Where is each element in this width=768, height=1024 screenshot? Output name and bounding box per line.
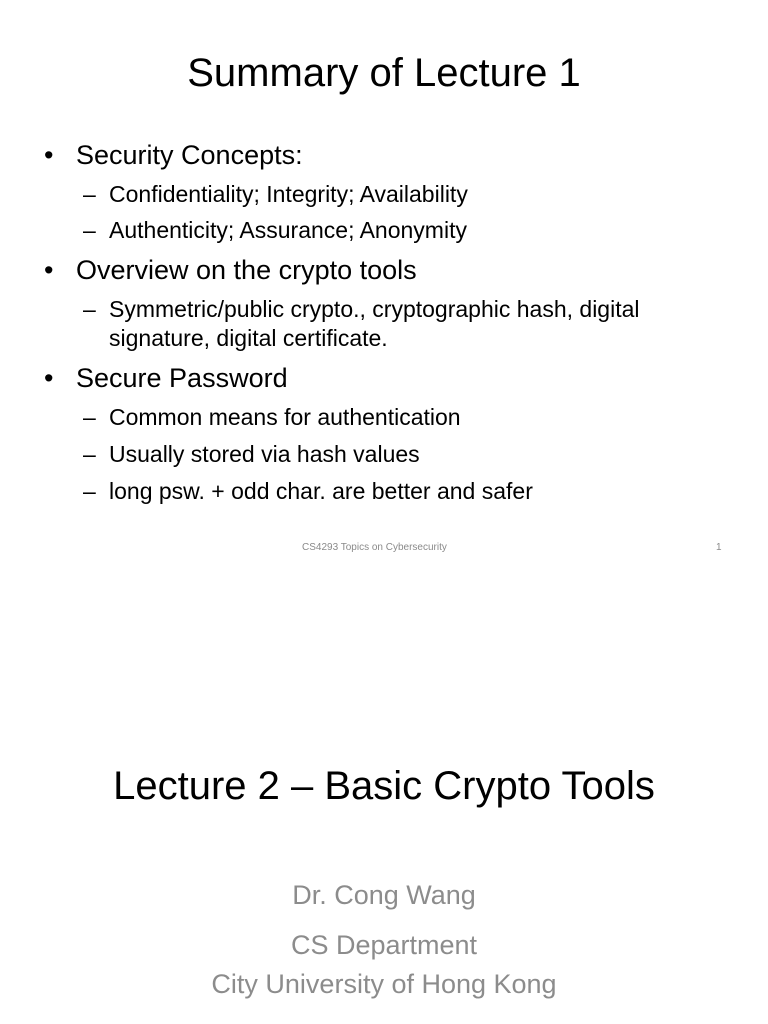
dash-marker: –	[83, 404, 96, 430]
sub-bullet-text: Authenticity; Assurance; Anonymity	[109, 217, 467, 243]
dash-marker: –	[83, 217, 96, 243]
sub-bullet-text: Common means for authentication	[109, 404, 461, 430]
bullet-text: Overview on the crypto tools	[76, 255, 417, 285]
sub-bullet-text: Confidentiality; Integrity; Availability	[109, 181, 468, 207]
dash-marker: –	[83, 478, 96, 504]
bullet-dot: •	[44, 140, 54, 170]
bullet-text: Security Concepts:	[76, 140, 303, 170]
dash-marker: –	[83, 441, 96, 467]
dash-marker: –	[83, 181, 96, 207]
university: City University of Hong Kong	[211, 969, 557, 999]
slide-title: Summary of Lecture 1	[187, 51, 581, 95]
dash-marker: –	[83, 296, 96, 322]
slide-lecture-2-title	[0, 576, 768, 1024]
bullet-text: Secure Password	[76, 363, 288, 393]
sub-bullet-text: long psw. + odd char. are better and safer	[109, 478, 533, 504]
bullet-dot: •	[44, 255, 54, 285]
slide-title: Lecture 2 – Basic Crypto Tools	[113, 764, 655, 808]
presenter-name: Dr. Cong Wang	[292, 880, 476, 910]
footer-course-name: CS4293 Topics on Cybersecurity	[302, 542, 447, 553]
bullet-dot: •	[44, 363, 54, 393]
footer-page-number: 1	[716, 542, 722, 553]
department: CS Department	[290, 930, 478, 960]
sub-bullet-text: Symmetric/public crypto., cryptographic hash, digital signature, digital certificate.	[109, 296, 640, 351]
sub-bullet-text: Usually stored via hash values	[109, 441, 420, 467]
